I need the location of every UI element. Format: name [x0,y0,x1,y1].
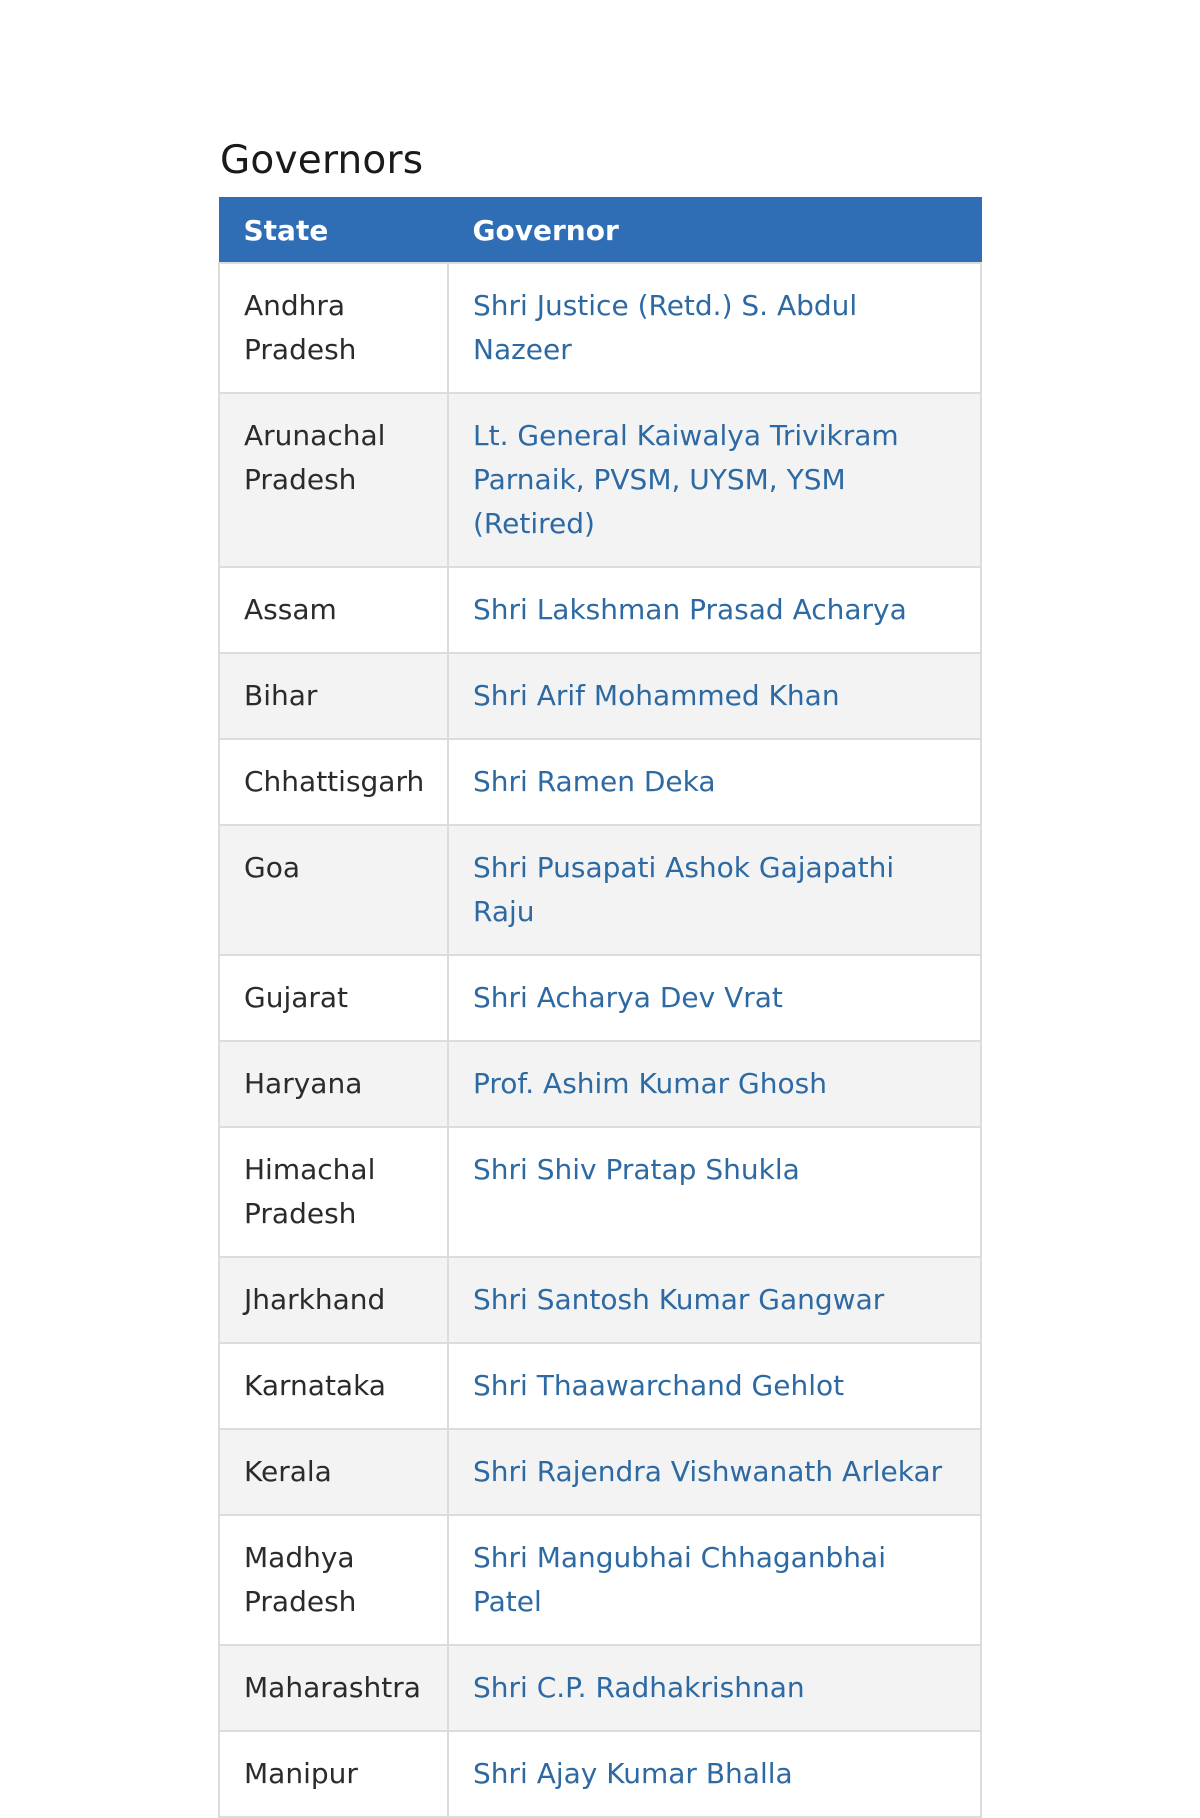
state-cell: Goa [219,825,448,955]
governor-link[interactable]: Shri Ajay Kumar Bhalla [473,1757,793,1790]
governor-link[interactable]: Shri Ramen Deka [473,765,716,798]
state-cell: Chhattisgarh [219,739,448,825]
governor-cell [448,1041,981,1127]
table-row [219,653,981,739]
table-row [219,393,981,567]
table-row [219,1041,981,1127]
state-cell: Jharkhand [219,1257,448,1343]
governor-cell [448,1257,981,1343]
table-row [219,1257,981,1343]
governor-link[interactable]: Shri Pusapati Ashok Gajapathi Raju [473,851,895,928]
column-header-state: State [219,198,448,264]
table-row [219,1515,981,1645]
governor-link[interactable]: Shri Thaawarchand Gehlot [473,1369,845,1402]
governor-link[interactable]: Shri Shiv Pratap Shukla [473,1153,800,1186]
state-cell: Himachal Pradesh [219,1127,448,1257]
governor-cell [448,1127,981,1257]
table-row [219,1645,981,1731]
governor-cell [448,1731,981,1817]
state-cell: Haryana [219,1041,448,1127]
state-cell: Karnataka [219,1343,448,1429]
state-cell: Andhra Pradesh [219,263,448,393]
state-cell: Bihar [219,653,448,739]
state-cell: Manipur [219,1731,448,1817]
governor-cell [448,263,981,393]
governor-cell [448,567,981,653]
governor-link[interactable]: Prof. Ashim Kumar Ghosh [473,1067,827,1100]
table-row [219,1731,981,1817]
governor-link[interactable]: Lt. General Kaiwalya Trivikram Parnaik, PVSM, UYSM, YSM (Retired) [473,419,899,540]
table-body [219,263,981,1817]
state-cell: Arunachal Pradesh [219,393,448,567]
column-header-governor: Governor [448,198,981,264]
page-title: Governors [220,138,424,183]
governors-section [218,138,980,1818]
governor-cell [448,1515,981,1645]
table-row [219,1343,981,1429]
governor-cell [448,1343,981,1429]
governor-cell [448,1645,981,1731]
governor-link[interactable]: Shri Arif Mohammed Khan [473,679,840,712]
state-cell: Maharashtra [219,1645,448,1731]
table-row [219,1127,981,1257]
governor-link[interactable]: Shri Justice (Retd.) S. Abdul Nazeer [473,289,858,366]
governor-link[interactable]: Shri C.P. Radhakrishnan [473,1671,805,1704]
governor-link[interactable]: Shri Santosh Kumar Gangwar [473,1283,885,1316]
table-row [219,739,981,825]
table-row [219,263,981,393]
governor-link[interactable]: Shri Mangubhai Chhaganbhai Patel [473,1541,886,1618]
governor-cell [448,653,981,739]
governor-cell [448,393,981,567]
table-row [219,825,981,955]
governor-cell [448,825,981,955]
state-cell: Madhya Pradesh [219,1515,448,1645]
governor-cell [448,739,981,825]
state-cell: Kerala [219,1429,448,1515]
table-header-row [219,198,981,264]
table-row [219,1429,981,1515]
governor-link[interactable]: Shri Rajendra Vishwanath Arlekar [473,1455,943,1488]
governors-table [218,197,982,1818]
governor-cell [448,1429,981,1515]
table-row [219,955,981,1041]
state-cell: Assam [219,567,448,653]
table-row [219,567,981,653]
governor-cell [448,955,981,1041]
state-cell: Gujarat [219,955,448,1041]
governor-link[interactable]: Shri Acharya Dev Vrat [473,981,783,1014]
governor-link[interactable]: Shri Lakshman Prasad Acharya [473,593,907,626]
